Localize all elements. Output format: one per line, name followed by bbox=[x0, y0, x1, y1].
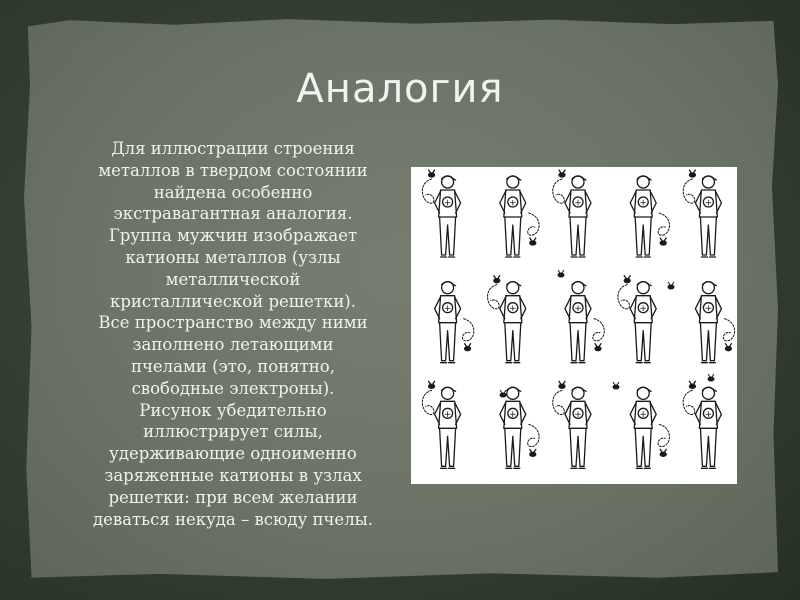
cation-man bbox=[435, 282, 474, 363]
cation-man bbox=[553, 381, 591, 468]
bee-icon bbox=[429, 170, 435, 177]
cation-plus-sign: + bbox=[639, 409, 647, 420]
cation-plus-sign: + bbox=[704, 304, 713, 315]
cation-plus-sign: + bbox=[443, 304, 452, 315]
bee-icon bbox=[530, 449, 536, 456]
cation-man bbox=[422, 381, 460, 468]
bee-path bbox=[683, 390, 695, 414]
cation-man bbox=[500, 176, 539, 257]
cation-plus-sign: + bbox=[509, 304, 517, 315]
bee-path bbox=[488, 285, 500, 309]
bee-icon bbox=[530, 238, 536, 245]
cation-plus-sign: + bbox=[704, 409, 713, 420]
cation-plus-sign: + bbox=[574, 409, 582, 420]
body-line: пчелами (это, понятно, bbox=[131, 356, 335, 376]
cation-man bbox=[630, 387, 669, 468]
body-line: деваться некуда – всюду пчелы. bbox=[92, 509, 374, 529]
cation-man bbox=[500, 387, 539, 468]
analogy-illustration bbox=[411, 167, 737, 484]
bee-path bbox=[528, 424, 539, 446]
bee-icon bbox=[668, 282, 674, 289]
bee-icon bbox=[559, 170, 565, 177]
cation-plus-sign: + bbox=[443, 409, 452, 420]
body-line: Группа мужчин изображает bbox=[108, 226, 358, 246]
bee-icon bbox=[624, 276, 630, 283]
bee-path bbox=[723, 319, 734, 341]
bee-path bbox=[422, 390, 434, 414]
cation-plus-sign: + bbox=[574, 304, 582, 315]
bee-path bbox=[658, 424, 669, 446]
bee-path bbox=[422, 179, 434, 203]
cation-plus-sign: + bbox=[639, 198, 647, 209]
body-line: металлов в твердом состоянии bbox=[98, 160, 368, 180]
bee-path bbox=[463, 319, 474, 341]
slide-title: Аналогия bbox=[296, 66, 504, 112]
cation-man bbox=[618, 276, 656, 363]
body-line: найдена особенно bbox=[153, 182, 313, 202]
cation-plus-sign: + bbox=[509, 198, 517, 209]
bee-path bbox=[553, 390, 565, 414]
cation-plus-sign: + bbox=[509, 409, 517, 420]
cation-plus-sign: + bbox=[704, 198, 713, 209]
body-line: катионы металлов (узлы bbox=[125, 247, 341, 267]
bee-icon bbox=[725, 344, 731, 351]
body-line: Для иллюстрации строения bbox=[111, 139, 355, 158]
bee-icon bbox=[660, 449, 666, 456]
bee-icon bbox=[689, 170, 695, 177]
bee-icon bbox=[429, 381, 435, 388]
bee-path bbox=[528, 213, 539, 235]
bee-path bbox=[618, 285, 630, 309]
bee-icon bbox=[595, 344, 601, 351]
bee-path bbox=[658, 213, 669, 235]
bee-icon bbox=[613, 382, 619, 389]
bee-icon bbox=[660, 238, 666, 245]
cation-man bbox=[565, 282, 604, 363]
bee-icon bbox=[559, 381, 565, 388]
cation-man bbox=[683, 381, 721, 468]
bee-path bbox=[593, 319, 604, 341]
body-line: иллюстрирует силы, bbox=[143, 422, 323, 442]
body-line: удерживающие одноименно bbox=[109, 444, 357, 464]
bee-icon bbox=[689, 381, 695, 388]
bee-icon bbox=[465, 344, 471, 351]
cation-plus-sign: + bbox=[639, 304, 647, 315]
cation-man bbox=[630, 176, 669, 257]
cation-man bbox=[422, 170, 460, 257]
men-and-bees-lattice bbox=[411, 167, 737, 484]
body-line: Рисунок убедительно bbox=[139, 400, 327, 420]
body-text bbox=[70, 138, 396, 530]
body-line: решетки: при всем желании bbox=[108, 487, 358, 507]
cation-man bbox=[553, 170, 591, 257]
body-line: экстравагантная аналогия. bbox=[113, 204, 353, 224]
body-line: кристаллической решетки). bbox=[110, 291, 356, 311]
bee-path bbox=[553, 179, 565, 203]
body-line: Все пространство между ними bbox=[98, 313, 368, 333]
cation-plus-sign: + bbox=[443, 198, 452, 209]
cation-man bbox=[695, 282, 734, 363]
bee-icon bbox=[708, 374, 714, 381]
body-line: металлической bbox=[165, 269, 301, 289]
cation-plus-sign: + bbox=[574, 198, 582, 209]
bee-icon bbox=[558, 270, 564, 277]
body-line: заполнено летающими bbox=[132, 335, 334, 355]
cation-man bbox=[488, 276, 526, 363]
bee-path bbox=[683, 179, 695, 203]
bee-icon bbox=[500, 390, 506, 397]
body-line: заряженные катионы в узлах bbox=[104, 465, 362, 485]
cation-man bbox=[683, 170, 721, 257]
bee-icon bbox=[494, 276, 500, 283]
body-line: свободные электроны). bbox=[131, 378, 335, 398]
